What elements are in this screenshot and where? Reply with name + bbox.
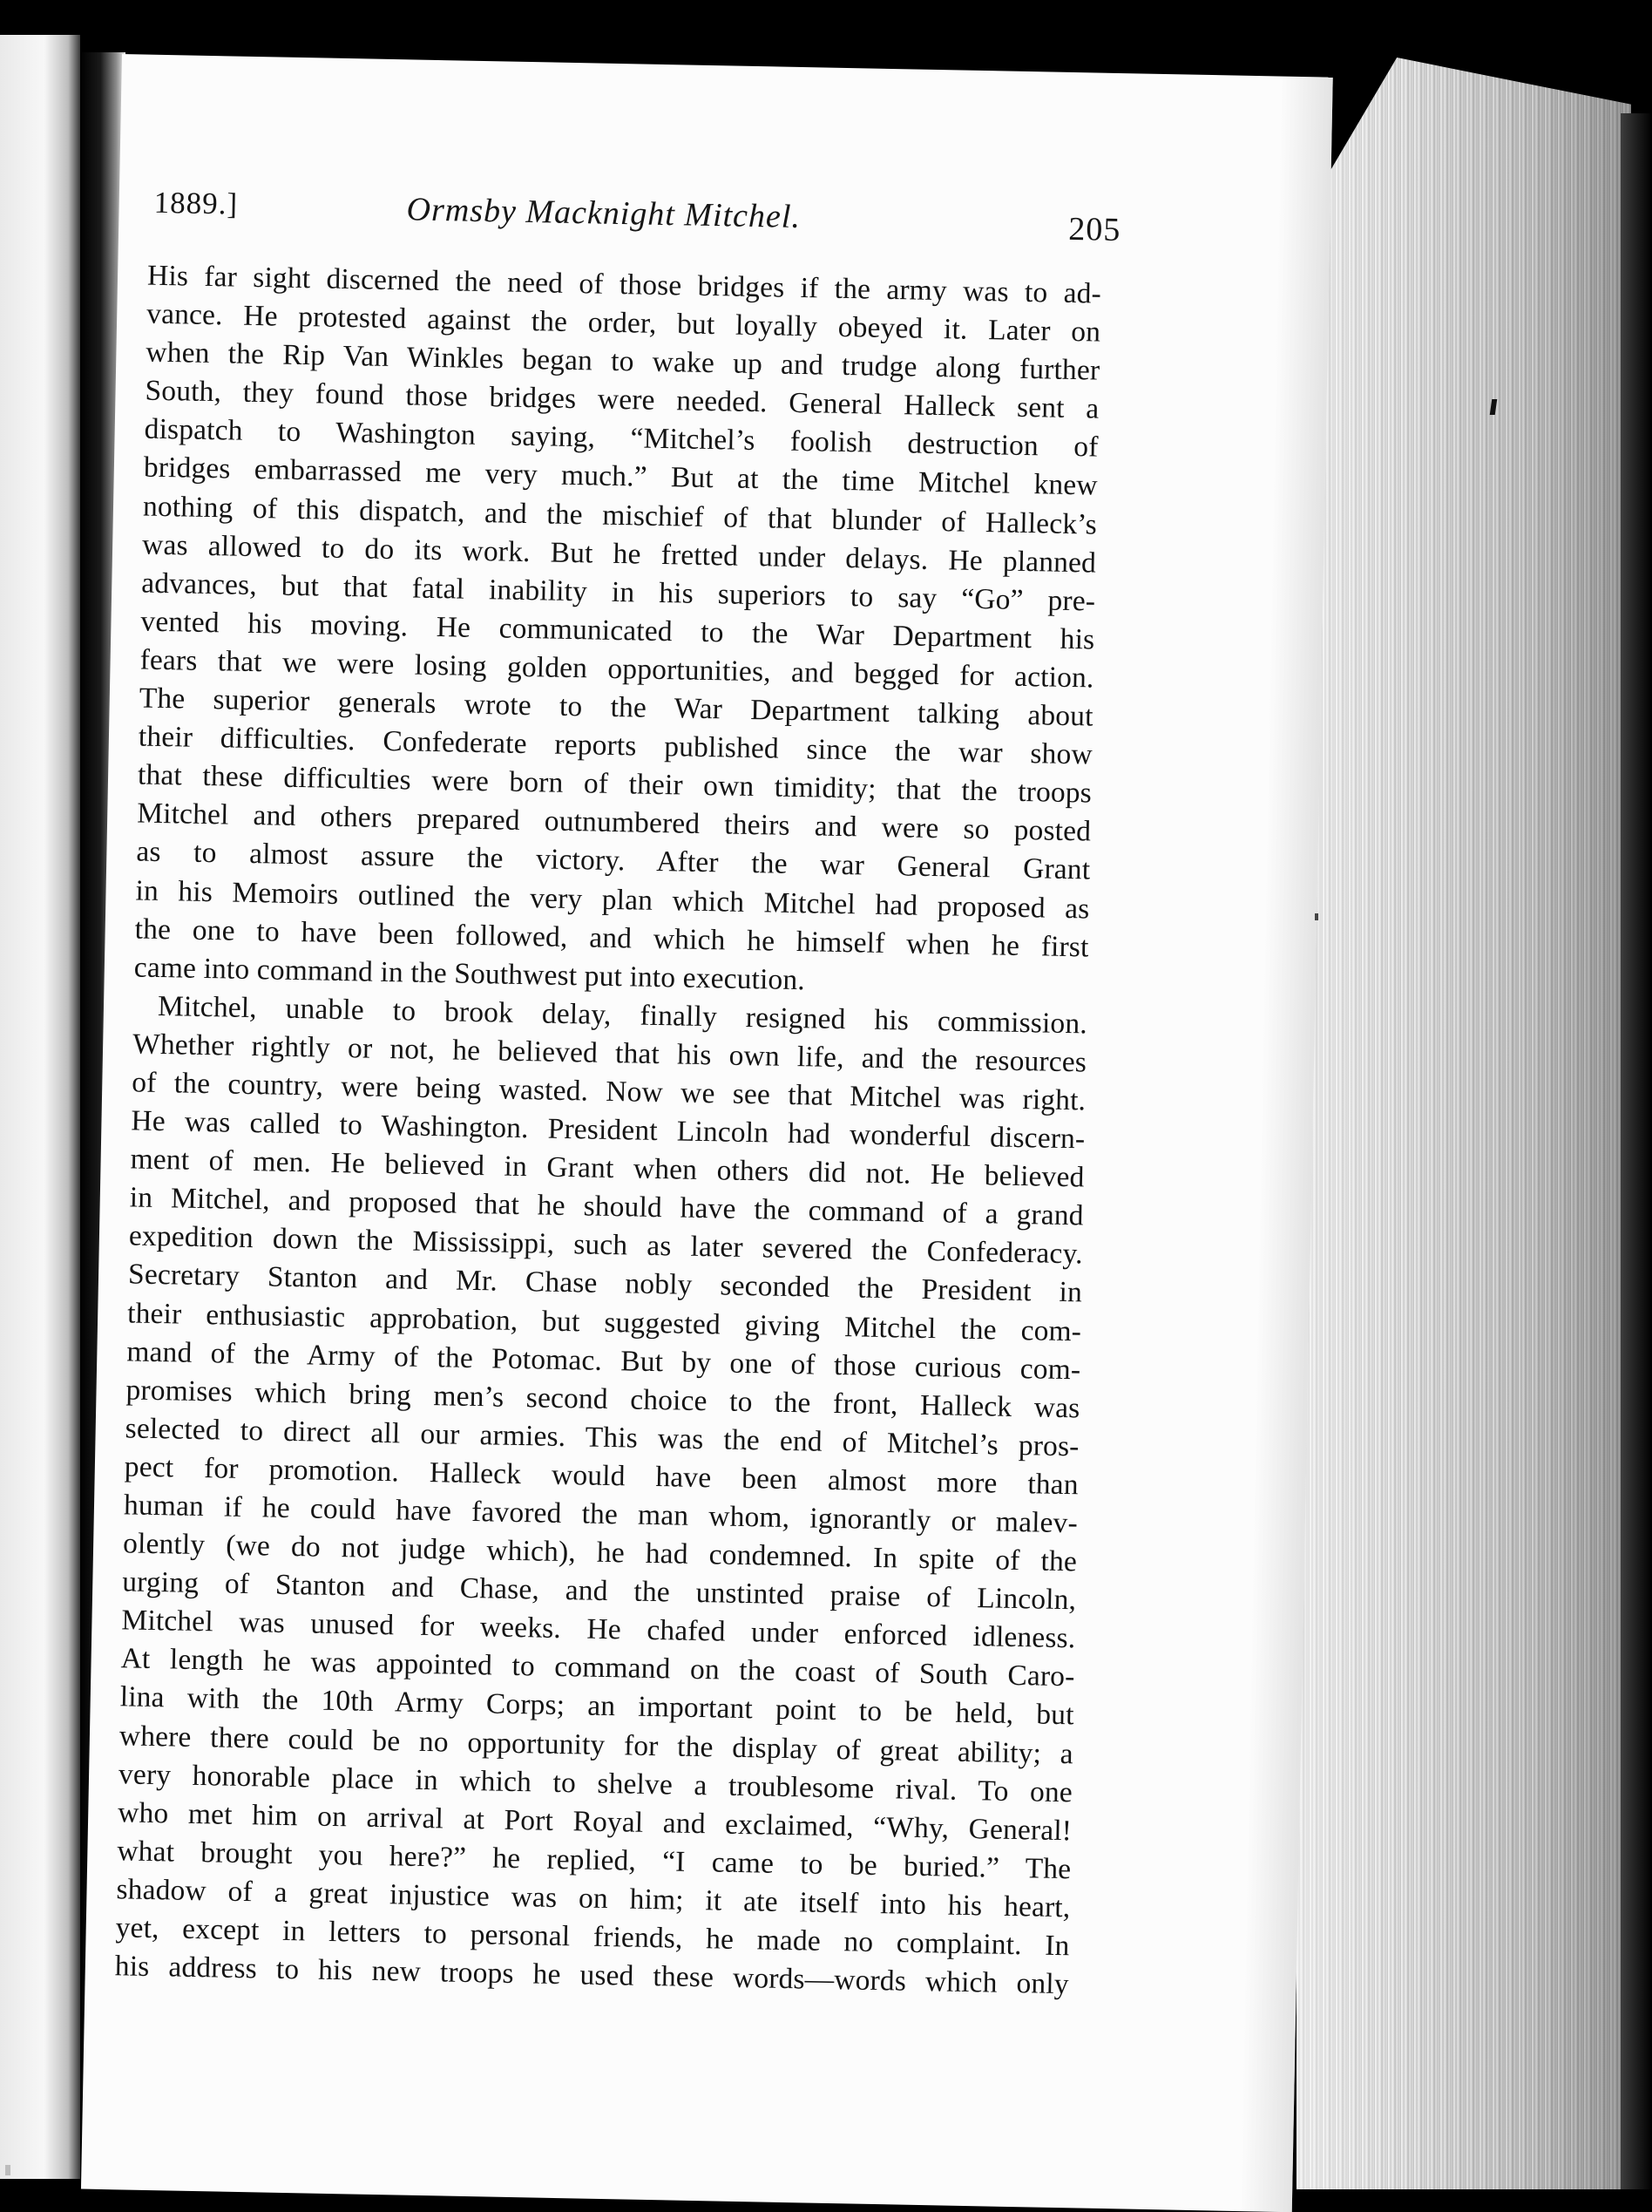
paragraph-last-line: came into command in the Southwest put into execution. (133, 951, 806, 996)
book-page (81, 54, 1333, 2212)
text-line: The superior generals wrote to the War Department talking about (139, 682, 1093, 733)
text-line: South, they found those bridges were needed. General Halleck sent a (145, 374, 1100, 425)
text-line: where there could be no opportunity for the display of great ability; a (118, 1719, 1074, 1770)
text-line: who met him on arrival at Port Royal and exclaimed, “Why, General! (117, 1796, 1073, 1848)
text-line: lina with the 10th Army Corps; an important point to be held, but (119, 1680, 1074, 1732)
text-line: mand of the Army of the Potomac. But by one of those curious com- (126, 1335, 1081, 1387)
text-line: Mitchel was unused for weeks. He chafed under enforced idleness. (121, 1604, 1076, 1655)
body-text (114, 257, 1101, 2005)
text-line: advances, but that fatal inability in his superiors to say “Go” pre- (141, 567, 1096, 618)
text-line: bridges embarrassed me very much.” But at the time Mitchel knew (143, 451, 1099, 503)
text-line: their enthusiastic approbation, but suggested giving Mitchel the com- (126, 1296, 1082, 1347)
text-line: very honorable place in which to shelve a troublesome rival. To one (118, 1757, 1073, 1808)
text-line: Whether rightly or not, he believed that his own life, and the resources (132, 1028, 1087, 1079)
text-line: fears that we were losing golden opportunities, and begged for action. (139, 643, 1094, 695)
text-line: expedition down the Mississippi, such as later severed the Confederacy. (128, 1219, 1084, 1271)
text-line: selected to direct all our armies. This was the end of Mitchel’s pros- (125, 1412, 1080, 1463)
ink-dot (1315, 913, 1318, 920)
right-border-shadow (1621, 113, 1652, 2189)
text-line: vance. He protested against the order, but loyally obeyed it. Later on (146, 297, 1101, 349)
scan-speck (5, 2165, 10, 2175)
text-line: nothing of this dispatch, and the mischief of that blunder of Halleck’s (142, 490, 1098, 541)
text-line: dispatch to Washington saying, “Mitchel’s foolish destruction of (144, 412, 1099, 464)
running-head-title: Ormsby Macknight Mitchel. (406, 191, 802, 235)
text-line: that these difficulties were born of their own timidity; that the troops (137, 758, 1093, 810)
text-line: was allowed to do its work. But he fretted under delays. He planned (141, 528, 1097, 580)
left-facing-page-edge (0, 35, 80, 2179)
running-head-year: 1889.] (153, 185, 239, 221)
text-line: He was called to Washington. President Lincoln had wonderful discern- (131, 1104, 1086, 1156)
page-number: 205 (1067, 210, 1121, 249)
text-line: At length he was appointed to command on the coast of South Caro- (120, 1642, 1075, 1693)
text-line: His far sight discerned the need of those bridges if the army was to ad- (146, 259, 1102, 310)
text-line: ment of men. He believed in Grant when others did not. He believed (130, 1143, 1085, 1194)
paragraph-first-line: Mitchel, unable to brook delay, finally resigned his commission. (157, 989, 1088, 1041)
page-stack-shading (1297, 58, 1631, 2189)
text-line: Secretary Stanton and Mr. Chase nobly seconded the President in (127, 1258, 1083, 1309)
text-line: when the Rip Van Winkles began to wake up and trudge along further (146, 336, 1100, 387)
text-line: Mitchel and others prepared outnumbered theirs and were so posted (136, 797, 1092, 848)
text-line: what brought you here?” he replied, “I came to be buried.” The (117, 1835, 1072, 1886)
text-line: as to almost assure the victory. After the war General Grant (136, 835, 1091, 886)
text-line: of the country, were being wasted. Now we see that Mitchel was right. (131, 1066, 1087, 1117)
text-line: the one to have been followed, and which he himself when he first (134, 913, 1089, 964)
text-line: his address to his new troops he used these words—words which only (114, 1950, 1070, 2001)
text-line: yet, except in letters to personal friends, he made no complaint. In (115, 1911, 1070, 1963)
text-line: pect for promotion. Halleck would have been almost more than (124, 1450, 1080, 1502)
text-line: olently (we do not judge which), he had condemned. In spite of the (122, 1527, 1078, 1578)
running-head (153, 186, 1130, 256)
text-line: shadow of a great injustice was on him; it ate itself into his heart, (116, 1873, 1071, 1924)
text-line: vented his moving. He communicated to the War Department his (140, 605, 1095, 656)
text-line: in Mitchel, and proposed that he should have the command of a grand (129, 1181, 1084, 1232)
text-line: urging of Stanton and Chase, and the unstinted praise of Lincoln, (121, 1565, 1077, 1617)
text-line: human if he could have favored the man whom, ignorantly or malev- (123, 1489, 1079, 1540)
text-line: in his Memoirs outlined the very plan which Mitchel had proposed as (135, 873, 1090, 925)
text-line: promises which bring men’s second choice to the front, Halleck was (125, 1374, 1080, 1425)
text-line: their difficulties. Confederate reports published since the war show (138, 720, 1093, 771)
